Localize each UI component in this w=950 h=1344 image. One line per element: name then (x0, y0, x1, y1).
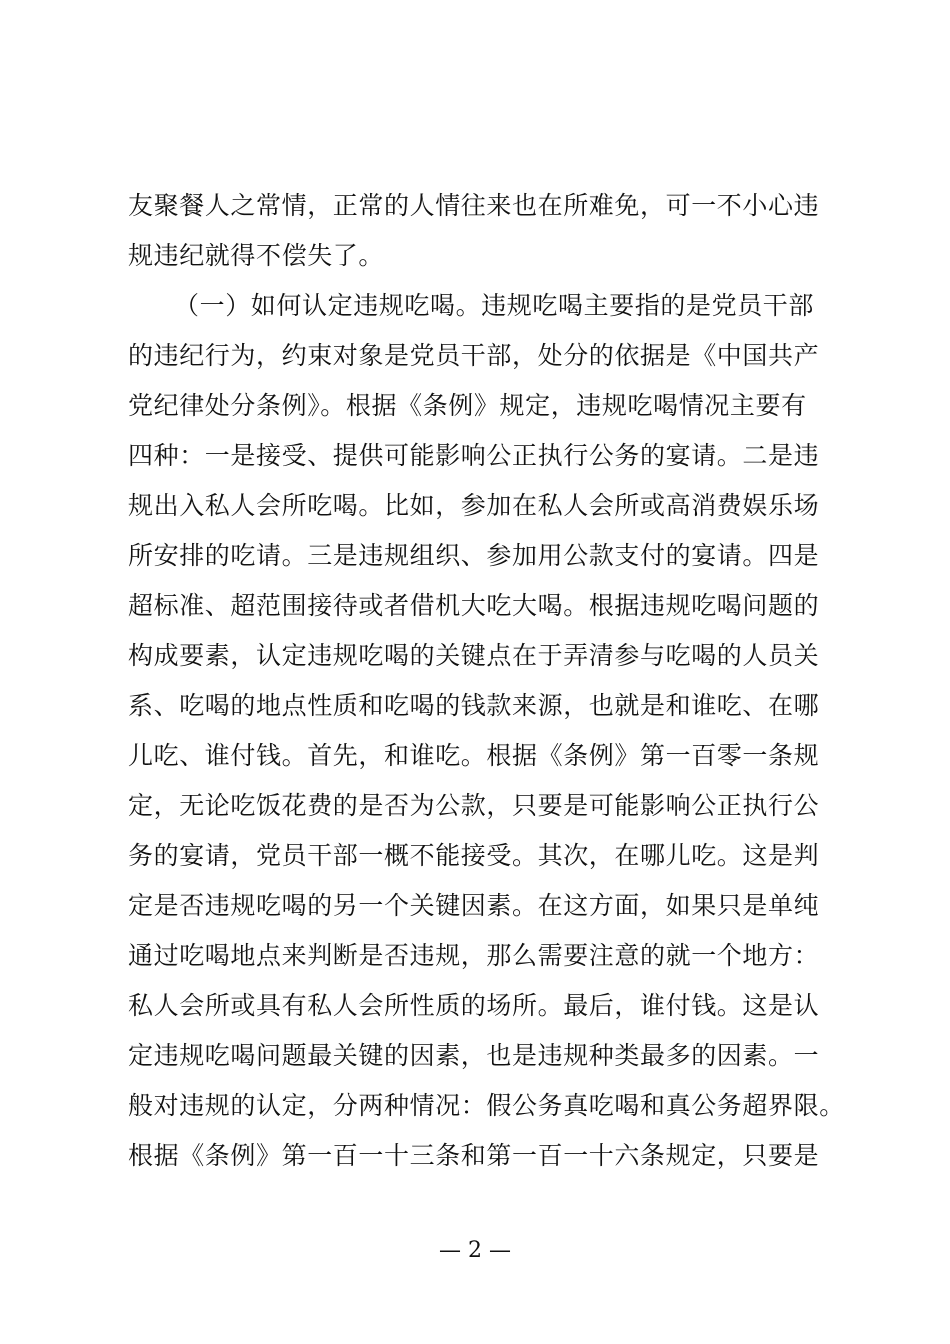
text-line: 般对违规的认定，分两种情况：假公务真吃喝和真公务超界限。 (128, 1091, 845, 1120)
text-line: 友聚餐人之常情，正常的人情往来也在所难免，可一不小心违 (128, 191, 820, 220)
text-line: 系、吃喝的地点性质和吃喝的钱款来源，也就是和谁吃、在哪 (128, 691, 820, 720)
text-line: 规违纪就得不偿失了。 (128, 241, 385, 270)
text-line: 的违纪行为，约束对象是党员干部，处分的依据是《中国共产 (128, 341, 820, 370)
text-line: 所安排的吃请。三是违规组织、参加用公款支付的宴请。四是 (128, 541, 820, 570)
text-line: 务的宴请，党员干部一概不能接受。其次，在哪儿吃。这是判 (128, 841, 820, 870)
text-line: 党纪律处分条例》。根据《条例》规定，违规吃喝情况主要有 (128, 391, 807, 420)
page-number: — 2 — (439, 1238, 511, 1263)
text-line: 根据《条例》第一百一十三条和第一百一十六条规定，只要是 (128, 1141, 820, 1170)
text-line: 规出入私人会所吃喝。比如，参加在私人会所或高消费娱乐场 (128, 491, 820, 520)
text-line: 定，无论吃饭花费的是否为公款，只要是可能影响公正执行公 (128, 791, 820, 820)
section-heading-line: （一）如何认定违规吃喝。违规吃喝主要指的是党员干部 (174, 291, 815, 320)
text-line: 构成要素，认定违规吃喝的关键点在于弄清参与吃喝的人员关 (128, 641, 820, 670)
body-text (128, 181, 848, 1181)
text-line: 定是否违规吃喝的另一个关键因素。在这方面，如果只是单纯 (128, 891, 820, 920)
text-line: 通过吃喝地点来判断是否违规，那么需要注意的就一个地方： (128, 941, 820, 970)
text-line: 超标准、超范围接待或者借机大吃大喝。根据违规吃喝问题的 (128, 591, 820, 620)
text-line: 儿吃、谁付钱。首先，和谁吃。根据《条例》第一百零一条规 (128, 741, 820, 770)
text-line: 私人会所或具有私人会所性质的场所。最后，谁付钱。这是认 (128, 991, 820, 1020)
text-line: 定违规吃喝问题最关键的因素，也是违规种类最多的因素。一 (128, 1041, 820, 1070)
text-line: 四种：一是接受、提供可能影响公正执行公务的宴请。二是违 (128, 441, 820, 470)
